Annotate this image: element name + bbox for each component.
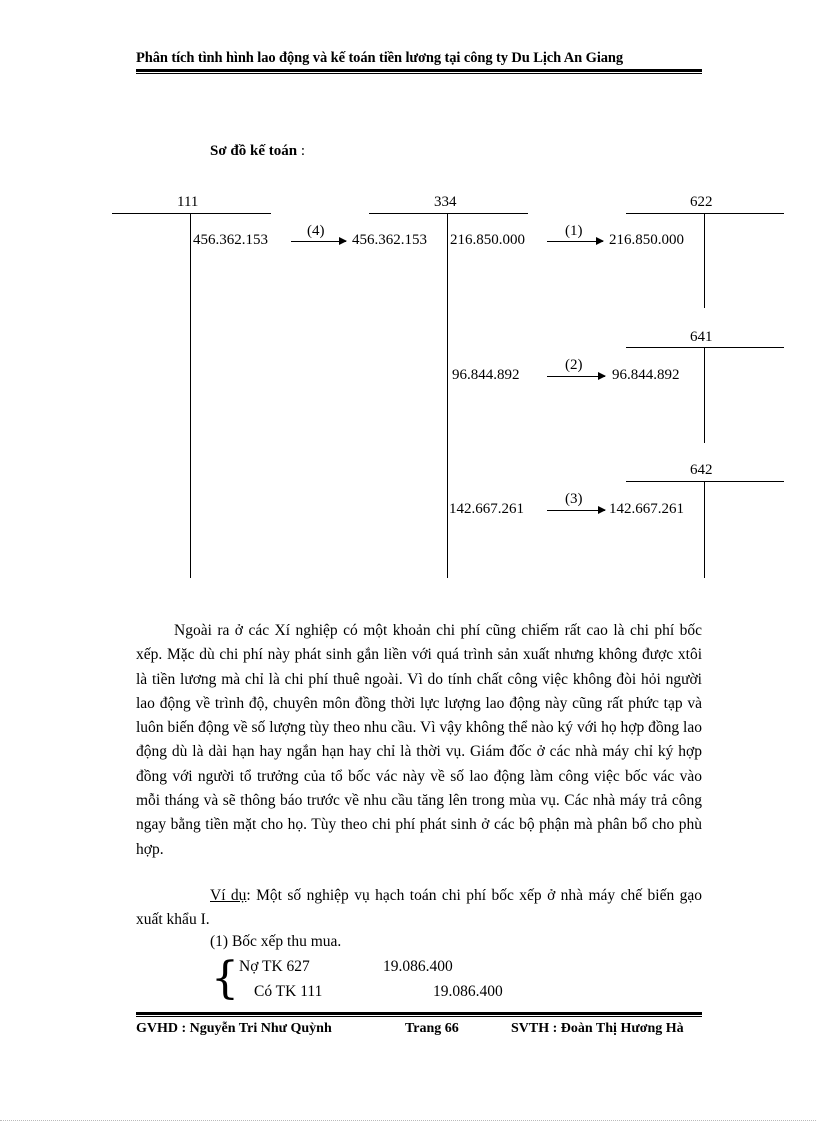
paragraph-text: Ngoài ra ở các Xí nghiệp có một khoản chi phí cũng chiếm rất cao là chi phí bốc xếp. Mặc dù chi phí này phát sinh gắn liền với quá trình sản xuất nhưng không được xtôi là tiền lương mà chỉ là chi phí thuê ngoài. Vì do tính chất công việc không đòi hỏi người lao động về trình độ, chuyên môn đồng thời lực lượng lao động này cũng rất phức tạp và luôn biến động về số lượng tùy theo nhu cầu. Vì vậy không thể nào ký với họ hợp đồng lao động dù là dài hạn hay ngắn hạn hay chỉ là thời vụ. Giám đốc ở các nhà máy chỉ ký hợp đồng với người tổ trưởng của tổ bốc vác này về số lao động làm công việc bốc vác vào mỗi tháng và sẽ thông báo trước về nhu cầu tăng lên trong mùa vụ. Các nhà máy trả công ngay bằng tiền mặt cho họ. Tùy theo chi phí phát sinh ở các bộ phận mà phân bổ cho phù hợp. xyxy=(136,622,702,858)
footer-advisor: GVHD : Nguyễn Tri Như Quỳnh xyxy=(136,1021,332,1036)
entry-2-arrow xyxy=(547,376,605,377)
entry-2-from-amount: 96.844.892 xyxy=(452,367,520,383)
debit-account: Nợ TK 627 xyxy=(239,958,310,975)
credit-amount: 19.086.400 xyxy=(433,983,503,1000)
account-622-top-line xyxy=(626,213,784,214)
entry-3-from-amount: 142.667.261 xyxy=(449,501,524,517)
account-642-stem xyxy=(704,481,705,578)
account-622-label: 622 xyxy=(690,194,713,210)
entry-1-step: (1) xyxy=(565,223,583,239)
entry-4-step: (4) xyxy=(307,223,325,239)
account-111-top-line xyxy=(112,213,271,214)
footer-page-number: Trang 66 xyxy=(405,1021,459,1036)
account-642-label: 642 xyxy=(690,462,713,478)
entry-2-to-amount: 96.844.892 xyxy=(612,367,680,383)
entry-3-arrow xyxy=(547,510,605,511)
account-334-stem xyxy=(447,213,448,578)
entry-3-to-amount: 142.667.261 xyxy=(609,501,684,517)
page-bottom-border xyxy=(0,1120,816,1121)
entry-4-arrow xyxy=(291,241,346,242)
entry-2-step: (2) xyxy=(565,357,583,373)
entry-brace: { xyxy=(211,953,239,1004)
header-rule-thin xyxy=(136,73,702,74)
account-641-label: 641 xyxy=(690,329,713,345)
entry-4-to-amount: 456.362.153 xyxy=(352,232,427,248)
diagram-title xyxy=(210,143,305,160)
example-paragraph xyxy=(136,884,702,933)
diagram-title-text: Sơ đồ kế toán xyxy=(210,143,298,159)
entry-1-to-amount: 216.850.000 xyxy=(609,232,684,248)
credit-account: Có TK 111 xyxy=(254,983,323,1000)
entry-1-arrow xyxy=(547,241,603,242)
entry-1-from-amount: 216.850.000 xyxy=(450,232,525,248)
account-641-stem xyxy=(704,347,705,443)
entry-3-step: (3) xyxy=(565,491,583,507)
account-111-label: 111 xyxy=(177,194,199,210)
footer-student: SVTH : Đoàn Thị Hương Hà xyxy=(511,1021,684,1036)
example-text: : Một số nghiệp vụ hạch toán chi phí bốc xếp ở nhà máy chế biến gạo xuất khẩu I. xyxy=(136,887,702,929)
example-item-1: (1) Bốc xếp thu mua. xyxy=(210,933,342,950)
page-header-title: Phân tích tình hình lao động và kế toán tiền lương tại công ty Du Lịch An Giang xyxy=(136,50,624,66)
account-111-stem xyxy=(190,213,191,578)
account-622-stem xyxy=(704,213,705,308)
entry-4-from-amount: 456.362.153 xyxy=(193,232,268,248)
account-334-label: 334 xyxy=(434,194,457,210)
account-334-top-line xyxy=(369,213,528,214)
header-rule-thick xyxy=(136,69,702,72)
account-641-top-line xyxy=(626,347,784,348)
account-642-top-line xyxy=(626,481,784,482)
diagram-title-colon: : xyxy=(300,143,305,159)
example-label: Ví dụ xyxy=(210,887,247,904)
body-paragraph xyxy=(136,619,702,862)
footer-rule-thick xyxy=(136,1012,702,1015)
footer-rule-thin xyxy=(136,1016,702,1017)
debit-amount: 19.086.400 xyxy=(383,958,453,975)
